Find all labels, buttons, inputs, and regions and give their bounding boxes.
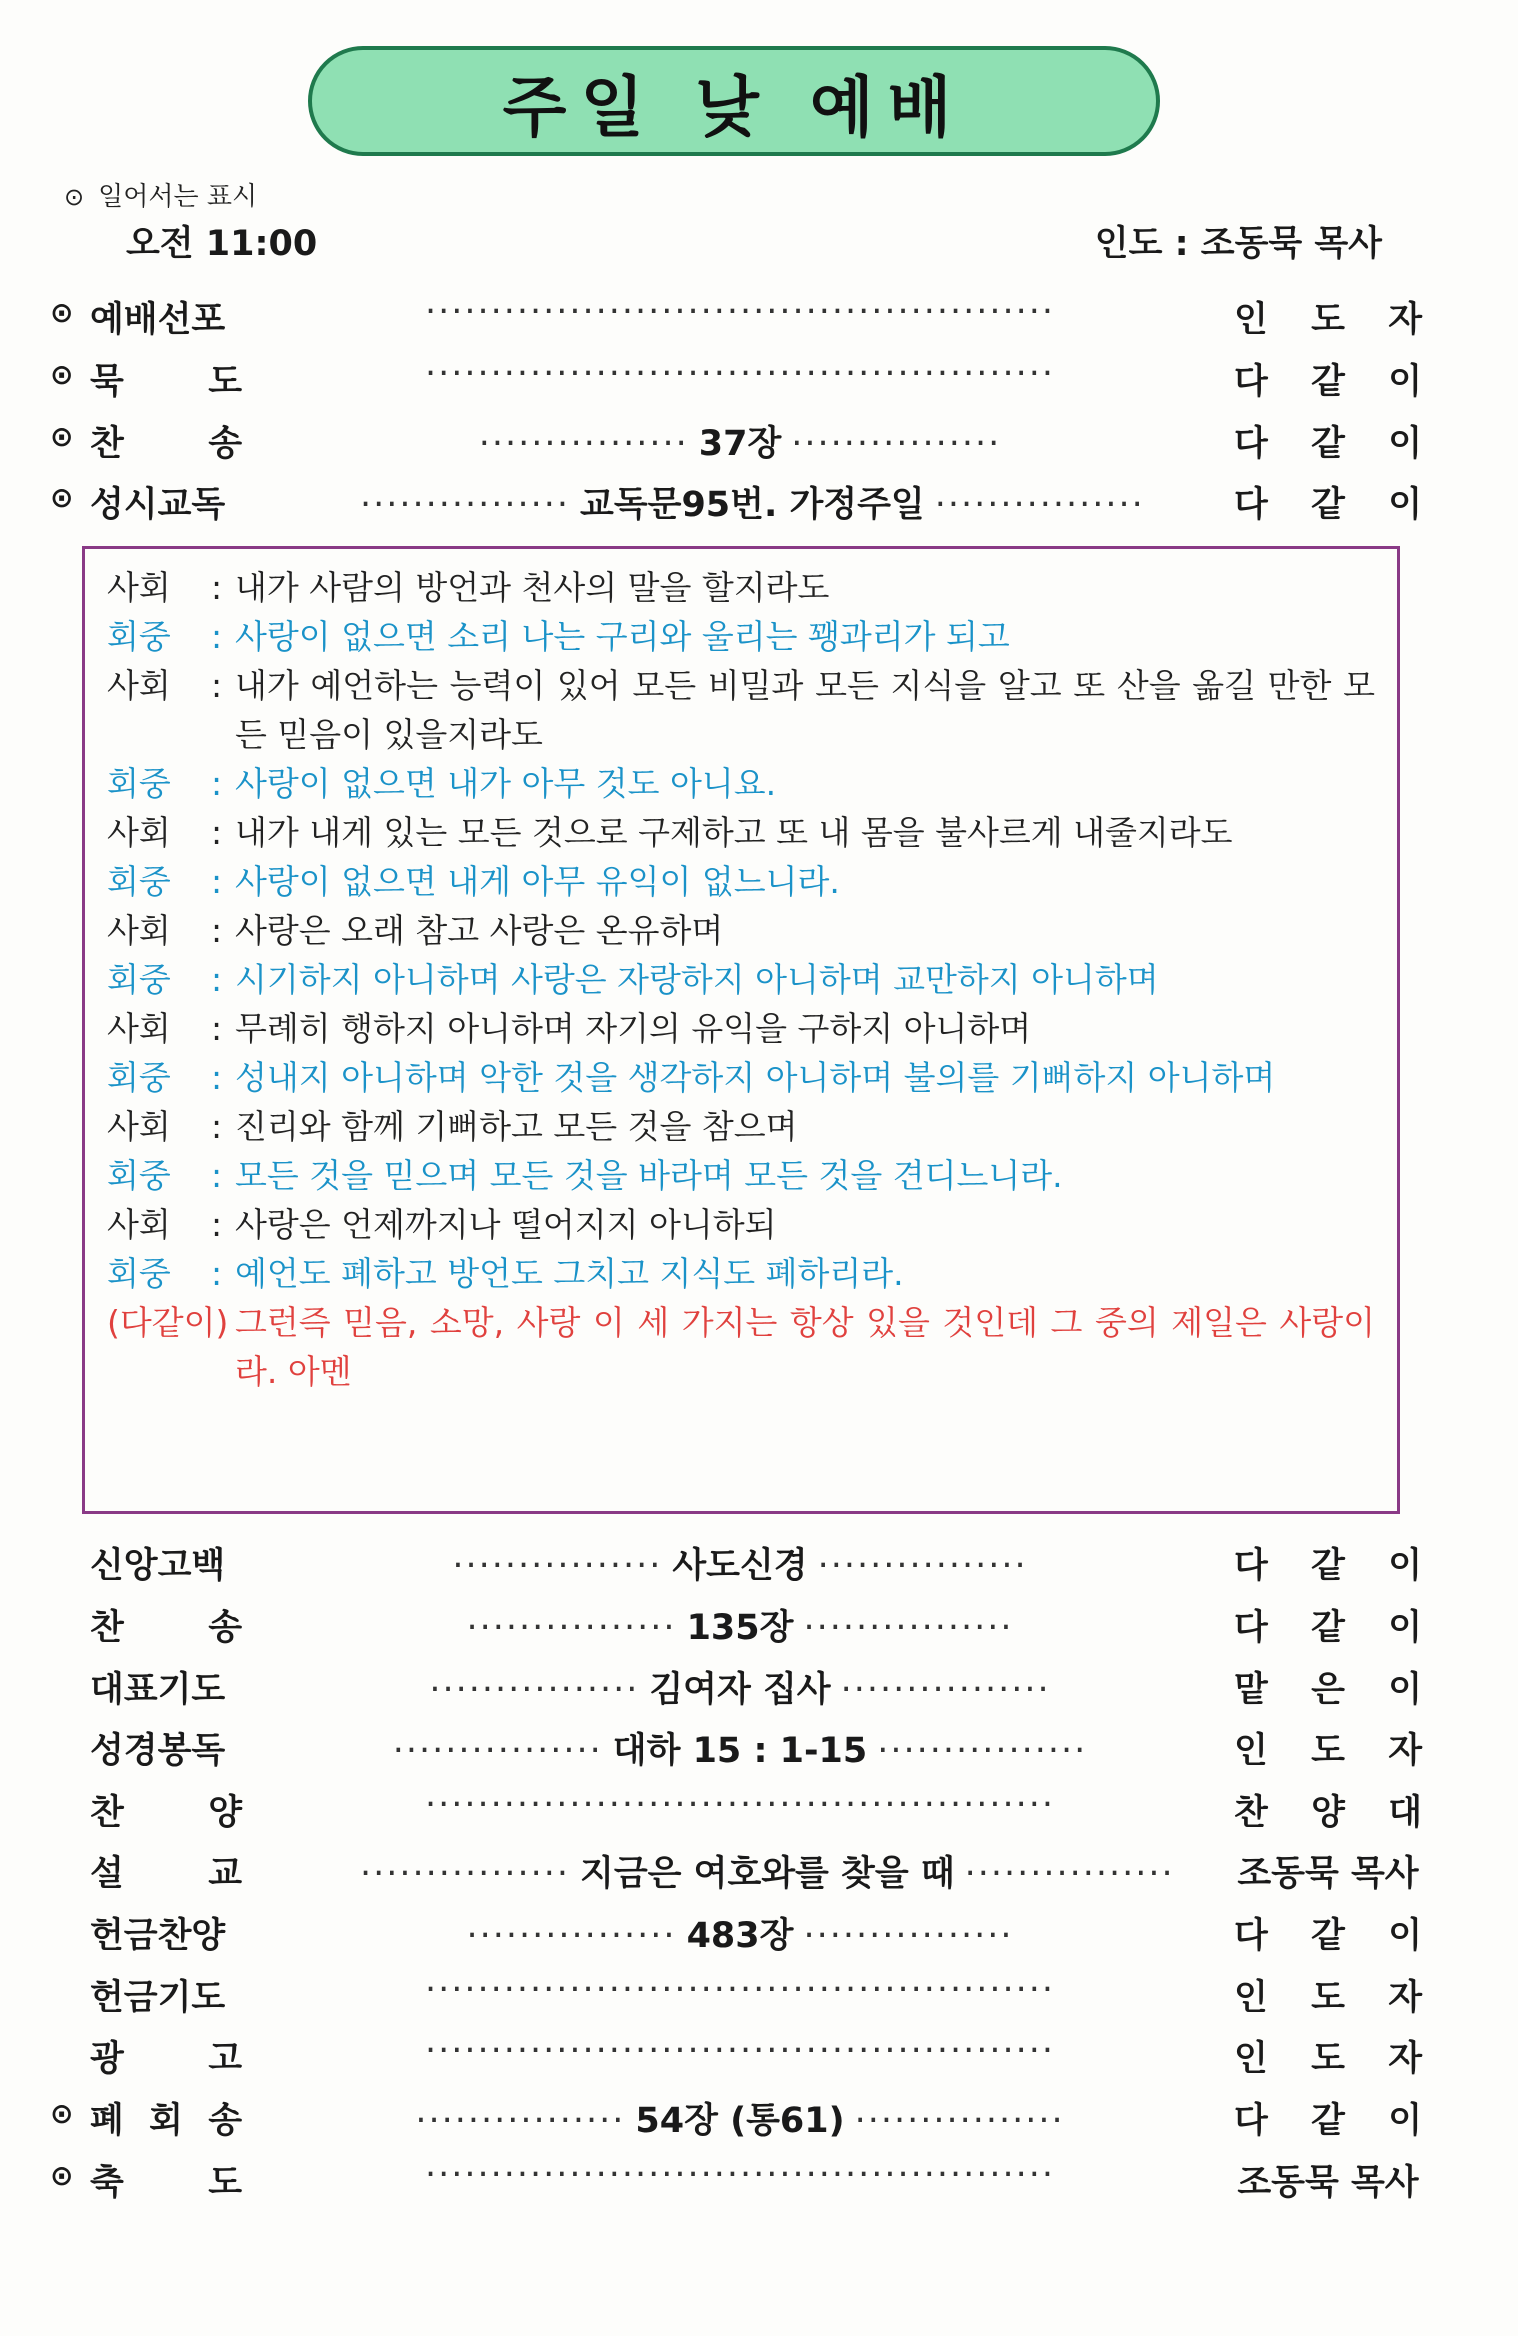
reading-line-people [107,1053,1375,1102]
service-time: 오전 11:00 [126,224,318,264]
reading-text: 사랑은 오래 참고 사랑은 온유하며 [235,911,724,950]
reading-role: 회중 [107,617,171,656]
reading-text: 사랑이 없으면 소리 나는 구리와 울리는 꽹과리가 되고 [235,617,1010,656]
dotted-leader: ················································ [424,2031,1056,2071]
reading-text: 무례히 행하지 아니하며 자기의 유익을 구하지 아니하며 [235,1009,1032,1048]
reading-role: 사회 [107,813,171,852]
order-item-name: 찬 양 [90,1793,242,1833]
order-item-name: 폐 회 송 [90,2101,242,2141]
order-row [0,477,1518,537]
order-row [0,2155,1518,2215]
order-item-who: 다 같 이 [1234,424,1422,464]
order-item-content: 54장 (통61) [635,2101,845,2141]
reading-colon: : [211,617,223,656]
order-item-name: 설 교 [90,1854,242,1894]
reading-line-leader [107,1200,1375,1249]
dotted-leader: ················ 지금은 여호와를 찾을 때 ················ [360,1854,1175,1894]
order-item-name: 축 도 [90,2163,242,2203]
stand-symbol-icon: ⊙ [50,2159,74,2192]
reading-colon: : [211,1009,223,1048]
stand-symbol-icon: ⊙ [50,358,74,391]
order-item-name: 광 고 [90,2039,242,2079]
reading-line-people [107,955,1375,1004]
order-item-who: 찬 양 대 [1234,1793,1422,1833]
order-item-who: 다 같 이 [1234,1546,1422,1586]
order-item-name: 찬 송 [90,1608,242,1648]
order-row [0,1662,1518,1722]
reading-line-leader [107,661,1375,759]
reading-colon: : [211,1058,223,1097]
order-item-who: 다 같 이 [1234,1916,1422,1956]
reading-line-people [107,1249,1375,1298]
order-item-name: 헌금찬양 [90,1916,226,1956]
reading-role: (다같이) [107,1303,229,1342]
order-item-who: 다 같 이 [1234,485,1422,525]
reading-role: 회중 [107,1254,171,1293]
reading-role: 사회 [107,1009,171,1048]
dotted-leader: ················ 대하 15 : 1-15 ················ [392,1731,1088,1771]
dotted-leader: ················································ [424,1785,1056,1825]
order-item-content: 교독문95번. 가정주일 [580,485,925,525]
order-row [0,416,1518,476]
reading-role: 회중 [107,764,171,803]
page-title: 주일 낮 예배 [502,68,966,146]
reading-role: 사회 [107,1107,171,1146]
reading-role: 회중 [107,1156,171,1195]
order-item-content: 사도신경 [672,1546,808,1586]
reading-colon: : [211,1107,223,1146]
order-item-who: 다 같 이 [1234,2101,1422,2141]
reading-colon: : [211,1205,223,1244]
order-item-content: 대하 15 : 1-15 [612,1731,868,1771]
order-row [0,1785,1518,1845]
order-row [0,292,1518,352]
reading-text: 내가 예언하는 능력이 있어 모든 비밀과 모든 지식을 알고 또 산을 옮길 만한 모든 믿음이 있을지라도 [235,666,1375,754]
reading-role: 회중 [107,1058,171,1097]
order-row [0,1908,1518,1968]
order-item-who: 인 도 자 [1234,300,1422,340]
reading-text: 진리와 함께 기뻐하고 모든 것을 참으며 [235,1107,798,1146]
order-item-content: 지금은 여호와를 찾을 때 [580,1854,955,1894]
reading-role: 사회 [107,1205,171,1244]
reading-text: 시기하지 아니하며 사랑은 자랑하지 아니하며 교만하지 아니하며 [235,960,1159,999]
dotted-leader: ················ 37장 ················ [478,424,1002,464]
reading-line-all [107,1298,1375,1396]
order-item-name: 찬 송 [90,424,242,464]
order-item-who: 조동묵 목사 [1237,2163,1419,2203]
dotted-leader: ················································ [424,2155,1056,2195]
reading-text: 사랑이 없으면 내가 아무 것도 아니요. [235,764,777,803]
order-item-name: 예배선포 [90,300,226,340]
order-item-who: 다 같 이 [1234,362,1422,402]
order-item-who: 맡 은 이 [1234,1670,1422,1710]
reading-colon: : [211,666,223,705]
reading-line-people [107,1151,1375,1200]
order-item-name: 대표기도 [90,1670,226,1710]
order-row [0,1600,1518,1660]
reading-line-leader [107,563,1375,612]
reading-text: 내가 사람의 방언과 천사의 말을 할지라도 [235,568,830,607]
dotted-leader: ················ 54장 (통61) ················ [415,2101,1065,2141]
stand-symbol-icon: ⊙ [50,481,74,514]
stand-symbol-icon: ⊙ [50,296,74,329]
order-row [0,354,1518,414]
order-item-name: 헌금기도 [90,1978,226,2018]
order-item-name: 성경봉독 [90,1731,226,1771]
title-banner [308,46,1160,156]
reading-colon: : [211,862,223,901]
order-item-who: 조동묵 목사 [1237,1854,1419,1894]
order-item-who: 인 도 자 [1234,2039,1422,2079]
reading-colon: : [211,960,223,999]
order-row [0,2031,1518,2091]
reading-role: 사회 [107,911,171,950]
dotted-leader: ················ 김여자 집사 ················ [429,1670,1051,1710]
order-item-who: 다 같 이 [1234,1608,1422,1648]
order-item-content: 483장 [686,1916,794,1956]
dotted-leader: ················································ [424,1970,1056,2010]
reading-text: 모든 것을 믿으며 모든 것을 바라며 모든 것을 견디느니라. [235,1156,1063,1195]
reading-line-people [107,759,1375,808]
reading-colon: : [211,764,223,803]
reading-text: 성내지 아니하며 악한 것을 생각하지 아니하며 불의를 기뻐하지 아니하며 [235,1058,1276,1097]
stand-legend-text: 일어서는 표시 [98,182,258,212]
responsive-reading-box [82,546,1400,1514]
reading-line-leader [107,808,1375,857]
dotted-leader: ················ 사도신경 ················ [452,1546,1028,1586]
reading-text: 예언도 폐하고 방언도 그치고 지식도 폐하리라. [235,1254,904,1293]
reading-colon: : [211,911,223,950]
dotted-leader: ················································ [424,354,1056,394]
reading-colon: : [211,1254,223,1293]
reading-line-people [107,857,1375,906]
reading-role: 사회 [107,666,171,705]
reading-colon: : [211,1156,223,1195]
order-row [0,1538,1518,1598]
stand-symbol-icon: ⊙ [50,2097,74,2130]
order-row [0,1723,1518,1783]
reading-text: 그런즉 믿음, 소망, 사랑 이 세 가지는 항상 있을 것인데 그 중의 제일은 사랑이라. 아멘 [235,1303,1375,1391]
order-row [0,1846,1518,1906]
reading-colon: : [211,568,223,607]
service-leader: 인도 : 조동묵 목사 [1094,224,1382,264]
reading-text: 내가 내게 있는 모든 것으로 구제하고 또 내 몸을 불사르게 내줄지라도 [235,813,1233,852]
dotted-leader: ················ 483장 ················ [466,1916,1014,1956]
order-item-content: 37장 [698,424,782,464]
dotted-leader: ················································ [424,292,1056,332]
reading-line-leader [107,1102,1375,1151]
order-item-who: 인 도 자 [1234,1731,1422,1771]
order-item-content: 김여자 집사 [649,1670,831,1710]
order-item-name: 성시교독 [90,485,226,525]
dotted-leader: ················ 135장 ················ [466,1608,1014,1648]
reading-role: 회중 [107,960,171,999]
reading-text: 사랑은 언제까지나 떨어지지 아니하되 [235,1205,777,1244]
order-item-name: 신앙고백 [90,1546,226,1586]
reading-colon: : [211,813,223,852]
order-item-who: 인 도 자 [1234,1978,1422,2018]
reading-text: 사랑이 없으면 내게 아무 유익이 없느니라. [235,862,840,901]
reading-line-leader [107,1004,1375,1053]
order-row [0,1970,1518,2030]
reading-role: 회중 [107,862,171,901]
stand-symbol-icon: ⊙ [50,420,74,453]
stand-symbol-icon: ⊙ [64,183,85,211]
order-item-name: 묵 도 [90,362,242,402]
reading-role: 사회 [107,568,171,607]
dotted-leader: ················ 교독문95번. 가정주일 ················ [360,485,1145,525]
stand-legend [64,176,257,213]
reading-line-leader [107,906,1375,955]
order-row [0,2093,1518,2153]
order-item-content: 135장 [686,1608,794,1648]
reading-line-people [107,612,1375,661]
